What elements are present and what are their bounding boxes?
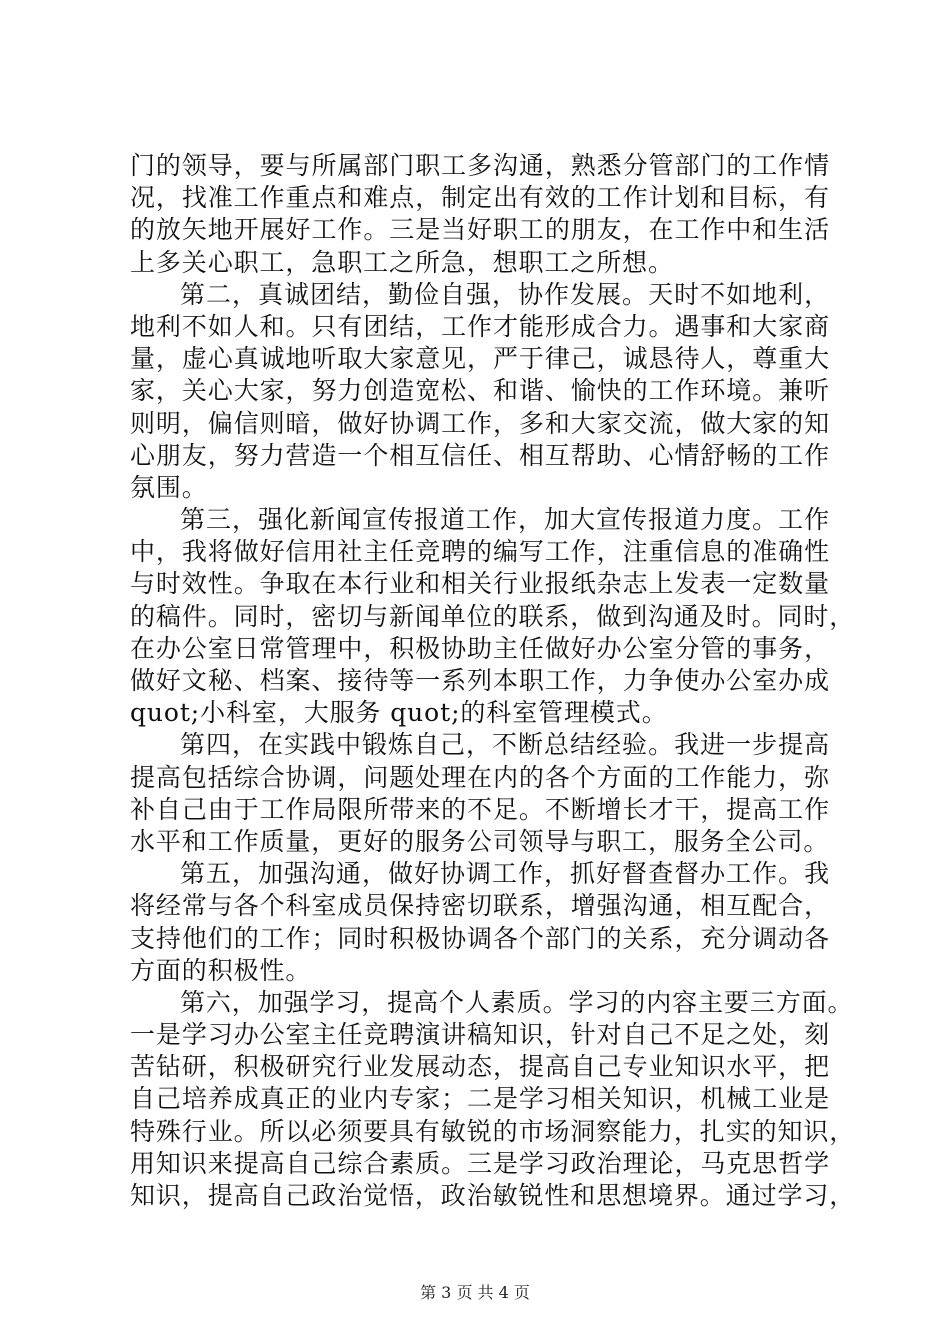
text-line: 地利不如人和。只有团结，工作才能形成合力。遇事和大家商 — [130, 311, 830, 341]
text-line: 特殊行业。所以必须要具有敏锐的市场洞察能力，扎实的知识， — [130, 1116, 856, 1146]
document-body — [130, 150, 856, 1212]
text-line: 中，我将做好信用社主任竞聘的编写工作，注重信息的准确性 — [130, 537, 830, 567]
text-line: 苦钻研，积极研究行业发展动态，提高自己专业知识水平，把 — [130, 1052, 830, 1082]
text-line: 支持他们的工作；同时积极协调各个部门的关系，充分调动各 — [130, 923, 830, 953]
text-line: quot;小科室，大服务 quot;的科室管理模式。 — [130, 698, 668, 728]
text-line: 一是学习办公室主任竞聘演讲稿知识，针对自己不足之处，刻 — [130, 1020, 830, 1050]
text-line: 将经常与各个科室成员保持密切联系，增强沟通，相互配合， — [130, 891, 830, 921]
text-line: 门的领导，要与所属部门职工多沟通，熟悉分管部门的工作情 — [130, 151, 830, 180]
text-line: 做好文秘、档案、接待等一系列本职工作，力争使办公室办成 — [130, 666, 830, 695]
text-line: 则明，偏信则暗，做好协调工作，多和大家交流，做大家的知 — [130, 408, 830, 438]
text-line: 况，找准工作重点和难点，制定出有效的工作计划和目标，有 — [130, 183, 830, 213]
page-number-label: 第 3 页 共 4 页 — [420, 1283, 530, 1302]
text-line: 上多关心职工，急职工之所急，想职工之所想。 — [130, 247, 674, 277]
text-line: 与时效性。争取在本行业和相关行业报纸杂志上发表一定数量 — [130, 569, 830, 599]
text-line: 第五，加强沟通，做好协调工作，抓好督查督办工作。我 — [180, 859, 830, 889]
text-line: 补自己由于工作局限所带来的不足。不断增长才干，提高工作 — [130, 794, 830, 824]
text-line: 第四，在实践中锻炼自己，不断总结经验。我进一步提高 — [180, 730, 830, 760]
text-line: 自己培养成真正的业内专家；二是学习相关知识，机械工业是 — [130, 1084, 830, 1114]
text-line: 水平和工作质量，更好的服务公司领导与职工，服务全公司。 — [130, 826, 830, 856]
text-line: 知识，提高自己政治觉悟，政治敏锐性和思想境界。通过学习， — [130, 1181, 856, 1210]
text-line: 第二，真诚团结，勤俭自强，协作发展。天时不如地利， — [180, 279, 830, 309]
text-line: 第三，强化新闻宣传报道工作，加大宣传报道力度。工作 — [180, 505, 830, 535]
text-line: 家，关心大家，努力创造宽松、和谐、愉快的工作环境。兼听 — [130, 376, 830, 406]
text-line: 氛围。 — [130, 472, 208, 502]
text-line: 的放矢地开展好工作。三是当好职工的朋友，在工作中和生活 — [130, 215, 830, 245]
text-line: 第六，加强学习，提高个人素质。学习的内容主要三方面。 — [180, 987, 854, 1017]
text-line: 用知识来提高自己综合素质。三是学习政治理论，马克思哲学 — [130, 1148, 830, 1178]
text-line: 方面的积极性。 — [130, 955, 312, 985]
text-line: 提高包括综合协调，问题处理在内的各个方面的工作能力，弥 — [130, 762, 830, 792]
page-footer — [0, 1283, 950, 1303]
text-line: 在办公室日常管理中，积极协助主任做好办公室分管的事务， — [130, 633, 830, 663]
text-line: 的稿件。同时，密切与新闻单位的联系，做到沟通及时。同时， — [130, 601, 856, 631]
text-line: 量，虚心真诚地听取大家意见，严于律己，诚恳待人，尊重大 — [130, 344, 830, 374]
text-line: 心朋友，努力营造一个相互信任、相互帮助、心情舒畅的工作 — [130, 440, 830, 470]
